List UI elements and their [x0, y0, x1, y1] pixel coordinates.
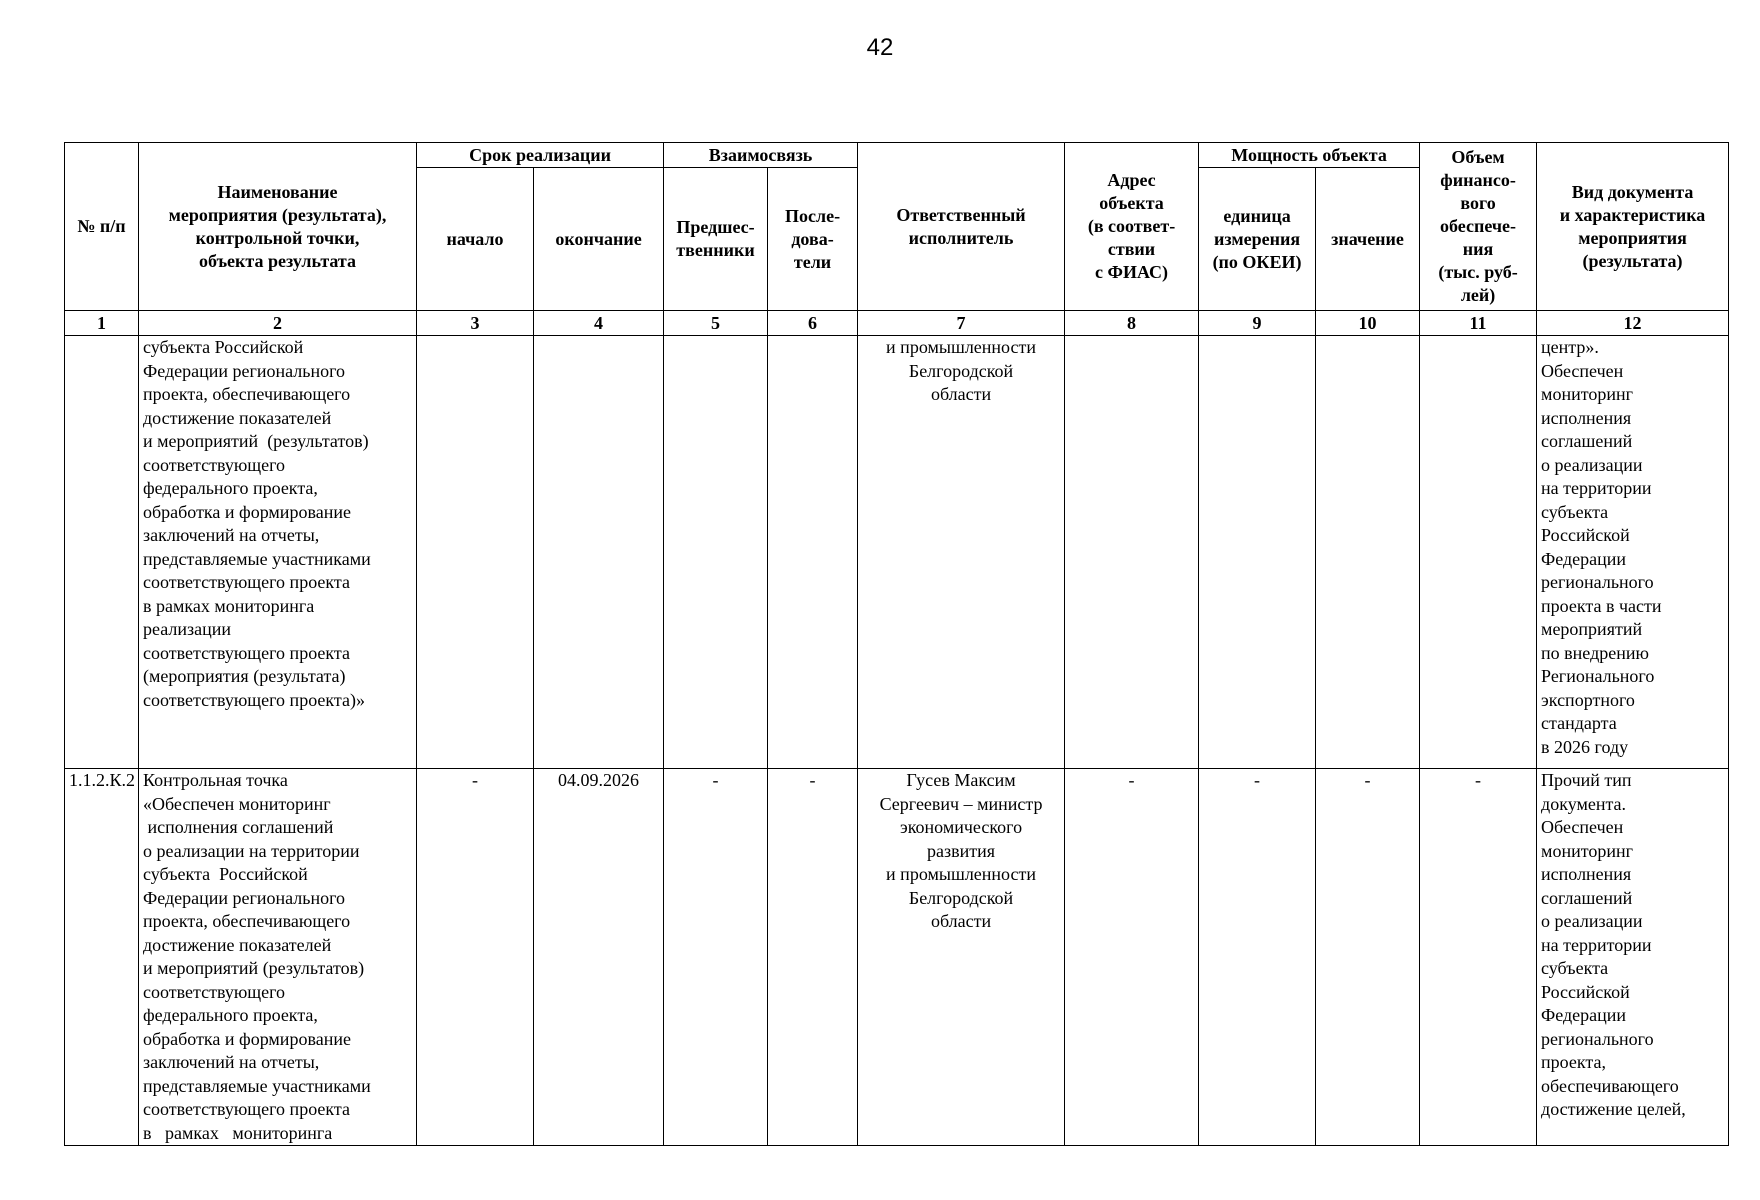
- header-successors: После- дова- тели: [768, 168, 858, 311]
- page-number: 42: [866, 34, 894, 61]
- header-funding: Объем финансо- вого обеспече- ния (тыс. руб- лей): [1420, 143, 1537, 311]
- table-row: [65, 336, 1729, 769]
- column-number: 9: [1199, 311, 1316, 336]
- header-number: № п/п: [65, 143, 139, 311]
- row-value: [1316, 336, 1420, 769]
- row-unit: -: [1199, 769, 1316, 1146]
- column-number: 2: [139, 311, 417, 336]
- row-successors: -: [768, 769, 858, 1146]
- header-period-group: Срок реализации: [417, 143, 664, 168]
- column-number: 1: [65, 311, 139, 336]
- header-document: Вид документа и характеристика мероприятия (результата): [1537, 143, 1729, 311]
- column-number: 3: [417, 311, 534, 336]
- row-name: Контрольная точка «Обеспечен мониторинг исполнения соглашений о реализации на территории субъекта Российской Федерации регионального проекта, обеспечивающего достижение показателей и мероприятий (результатов) соответствующего федерального проекта, обработка и формирование заключений на отчеты, представляемые участниками соответствующего проекта в рамках мониторинга: [139, 769, 417, 1146]
- header-address: Адрес объекта (в соответ- ствии с ФИАС): [1065, 143, 1199, 311]
- project-plan-table: [64, 142, 1729, 1146]
- row-funding: -: [1420, 769, 1537, 1146]
- column-number: 6: [768, 311, 858, 336]
- header-predecessors: Предшес- твенники: [664, 168, 768, 311]
- row-name: субъекта Российской Федерации регионального проекта, обеспечивающего достижение показателей и мероприятий (результатов) соответствующего федерального проекта, обработка и формирование заключений на отчеты, представляемые участниками соответствующего проекта в рамках мониторинга реализации соответствующего проекта (мероприятия (результата) соответствующего проекта)»: [139, 336, 417, 769]
- column-number: 11: [1420, 311, 1537, 336]
- row-start: [417, 336, 534, 769]
- row-code: 1.1.2.К.2: [65, 769, 139, 1146]
- row-funding: [1420, 336, 1537, 769]
- header-name: Наименование мероприятия (результата), контрольной точки, объекта результата: [139, 143, 417, 311]
- column-number: 5: [664, 311, 768, 336]
- header-row-top: [65, 143, 1729, 168]
- table-row: [65, 769, 1729, 1146]
- row-predecessors: -: [664, 769, 768, 1146]
- column-number: 7: [858, 311, 1065, 336]
- row-unit: [1199, 336, 1316, 769]
- row-code: [65, 336, 139, 769]
- column-number: 8: [1065, 311, 1199, 336]
- row-address: [1065, 336, 1199, 769]
- row-document: Прочий тип документа. Обеспечен мониторинг исполнения соглашений о реализации на территории субъекта Российской Федерации регионального проекта, обеспечивающего достижение целей,: [1537, 769, 1729, 1146]
- header-unit: единица измерения (по ОКЕИ): [1199, 168, 1316, 311]
- header-link-group: Взаимосвязь: [664, 143, 858, 168]
- row-value: -: [1316, 769, 1420, 1146]
- row-predecessors: [664, 336, 768, 769]
- row-successors: [768, 336, 858, 769]
- row-start: -: [417, 769, 534, 1146]
- header-end: окончание: [534, 168, 664, 311]
- row-document: центр». Обеспечен мониторинг исполнения соглашений о реализации на территории субъекта Российской Федерации регионального проекта в части мероприятий по внедрению Регионального экспортного стандарта в 2026 году: [1537, 336, 1729, 769]
- header-start: начало: [417, 168, 534, 311]
- header-capacity-group: Мощность объекта: [1199, 143, 1420, 168]
- column-number: 10: [1316, 311, 1420, 336]
- row-responsible: и промышленности Белгородской области: [858, 336, 1065, 769]
- column-number: 4: [534, 311, 664, 336]
- row-end: [534, 336, 664, 769]
- column-number: 12: [1537, 311, 1729, 336]
- header-value: значение: [1316, 168, 1420, 311]
- row-end: 04.09.2026: [534, 769, 664, 1146]
- row-address: -: [1065, 769, 1199, 1146]
- column-number-row: [65, 311, 1729, 336]
- header-responsible: Ответственный исполнитель: [858, 143, 1065, 311]
- row-responsible: Гусев Максим Сергеевич – министр экономического развития и промышленности Белгородской области: [858, 769, 1065, 1146]
